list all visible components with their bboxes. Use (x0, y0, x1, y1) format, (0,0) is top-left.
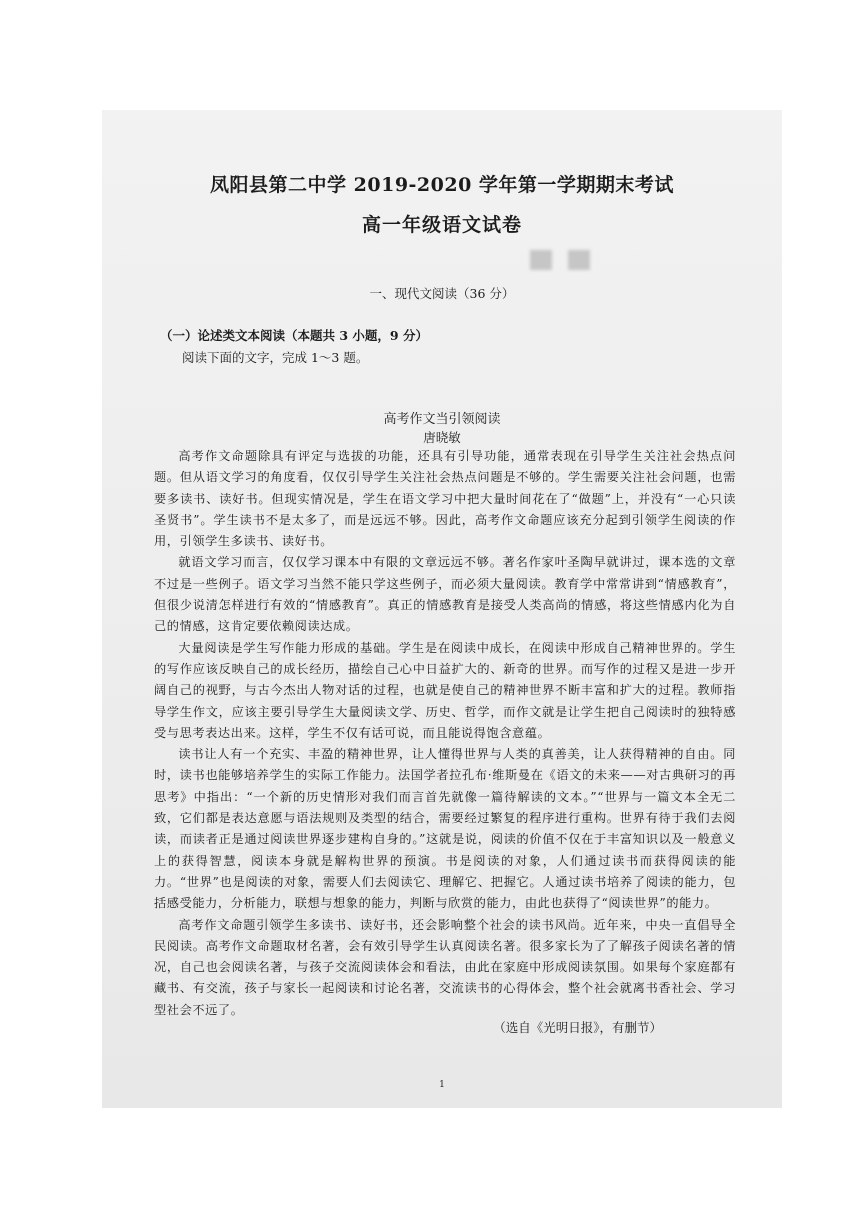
page-number: 1 (439, 1080, 445, 1090)
article-author: 唐晓敏 (423, 430, 461, 445)
article-paragraph: 高考作文命题引领学生多读书、读好书，还会影响整个社会的读书风尚。近年来，中央一直倡导全民阅读。高考作文命题取材名著，会有效引导学生认真阅读名著。很多家长为了了解孩子阅读名著的情况，自己也会阅读名著，与孩子交流阅读体会和看法，由此在家庭中形成阅读氛围。如果每个家庭都有藏书、有交流，孩子与家长一起阅读和讨论名著，交流读书的心得体会，整个社会就离书香社会、学习型社会不远了。 (154, 917, 736, 1017)
article-paragraph: 大量阅读是学生写作能力形成的基础。学生是在阅读中成长，在阅读中形成自己精神世界的。学生的写作应该反映自己的成长经历，描绘自己心中日益扩大的、新奇的世界。而写作的过程又是进一步开阔自己的视野，与古今杰出人物对话的过程，也就是使自己的精神世界不断丰富和扩大的过程。教师指导学生作文，应该主要引导学生大量阅读文学、历史、哲学，而作文就是让学生把自己阅读时的独特感受与思考表达出来。这样，学生不仅有话可说，而且能说得饱含意蕴。 (154, 640, 736, 740)
reading-instruction: 阅读下面的文字，完成 1～3 题。 (182, 350, 369, 365)
redacted-mark-1 (530, 250, 552, 270)
redacted-mark-2 (568, 250, 590, 270)
article-title: 高考作文当引领阅读 (383, 412, 501, 427)
subsection-heading: （一）论述类文本阅读（本题共 3 小题，9 分） (160, 328, 428, 343)
exam-paper-sheet (102, 110, 782, 1108)
exam-subtitle: 高一年级语文试卷 (361, 214, 522, 236)
article-paragraph: 就语文学习而言，仅仅学习课本中有限的文章远远不够。著名作家叶圣陶早就讲过，课本选的文章不过是一些例子。语文学习当然不能只学这些例子，而必须大量阅读。教育学中常常讲到“情感教育”，但很少说清怎样进行有效的“情感教育”。真正的情感教育是接受人类高尚的情感，将这些情感内化为自己的情感，这肯定要依赖阅读达成。 (154, 555, 736, 634)
section-heading: 一、现代文阅读（36 分） (369, 286, 515, 301)
article-body (154, 446, 736, 1021)
article-paragraph: 读书让人有一个充实、丰盈的精神世界，让人懂得世界与人类的真善美，让人获得精神的自由。同时，读书也能够培养学生的实际工作能力。法国学者拉孔布·维斯曼在《语文的未来——对古典研习的再思考》中指出：“一个新的历史情形对我们而言首先就像一篇待解读的文本。”“世界与一篇文本全无二致，它们都是表达意愿与语法规则及类型的结合，需要经过繁复的程序进行重构。世界有待于我们去阅读，而读者正是通过阅读世界逐步建构自身的。”这就是说，阅读的价值不仅在于丰富知识以及一般意义上的获得智慧，阅读本身就是解构世界的预演。书是阅读的对象，人们通过读书而获得阅读的能力。“世界”也是阅读的对象，需要人们去阅读它、理解它、把握它。人通过读书培养了阅读的能力，包括感受能力，分析能力，联想与想象的能力，判断与欣赏的能力，由此也获得了“阅读世界”的能力。 (154, 747, 736, 911)
exam-title: 凤阳县第二中学 2019-2020 学年第一学期期末考试 (210, 174, 674, 196)
article-source: （选自《光明日报》，有删节） (493, 1020, 662, 1035)
article-paragraph: 高考作文命题除具有评定与选拔的功能，还具有引导功能，通常表现在引导学生关注社会热点问题。但从语文学习的角度看，仅仅引导学生关注社会热点问题是不够的。学生需要关注社会问题，也需要多读书、读好书。但现实情况是，学生在语文学习中把大量时间花在了“做题”上，并没有“一心只读圣贤书”。学生读书不是太多了，而是远远不够。因此，高考作文命题应该充分起到引领学生阅读的作用，引领学生多读书、读好书。 (154, 449, 736, 549)
